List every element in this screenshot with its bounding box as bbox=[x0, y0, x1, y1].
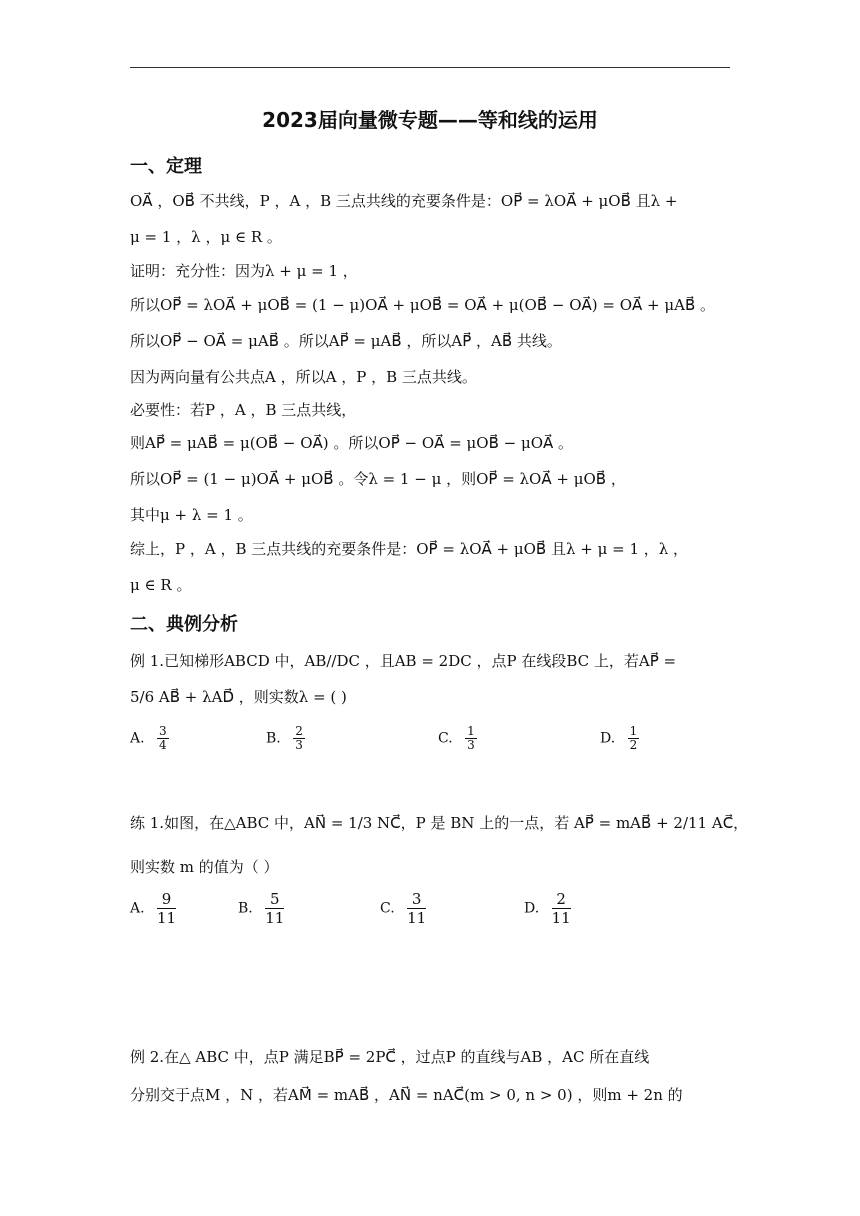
practice1-option-c: C. $\frac{3}{11}$ bbox=[380, 890, 427, 927]
theorem-line-2: μ = 1 ，λ ，μ ∈ R 。 bbox=[130, 228, 282, 246]
proof-line-6: 则AP⃗ = μAB⃗ = μ(OB⃗ − OA⃗) 。所以OP⃗ − OA⃗ = μOB⃗ − μOA⃗ 。 bbox=[130, 434, 574, 452]
header-rule bbox=[130, 67, 730, 68]
proof-line-1: 证明：充分性：因为λ + μ = 1 ， bbox=[130, 262, 358, 280]
practice1-option-a: A. $\frac{9}{11}$ bbox=[130, 890, 177, 927]
proof-line-4: 因为两向量有公共点A ，所以A ，P ，B 三点共线。 bbox=[130, 368, 477, 386]
conclusion-line-2: μ ∈ R 。 bbox=[130, 576, 192, 594]
practice1-option-b: B. $\frac{5}{11}$ bbox=[238, 890, 285, 927]
proof-line-7: 所以OP⃗ = (1 − μ)OA⃗ + μOB⃗ 。令λ = 1 − μ ，则OP⃗ = λOA⃗ + μOB⃗ ， bbox=[130, 470, 626, 488]
theorem-line-1: OA⃗ ，OB⃗ 不共线，P ，A ，B 三点共线的充要条件是：OP⃗ = λOA⃗ + μOB⃗ 且λ + bbox=[130, 192, 678, 210]
proof-line-5: 必要性：若P ，A ，B 三点共线， bbox=[130, 401, 357, 419]
section-heading-theorem: 一、定理 bbox=[130, 156, 202, 177]
practice1-line-1: 练 1.如图，在△ABC 中，AN⃗ = 1/3 NC⃗，P 是 BN 上的一点，若 AP⃗ = mAB⃗ + 2/11 AC⃗， bbox=[130, 814, 749, 832]
proof-line-8: 其中μ + λ = 1 。 bbox=[130, 506, 253, 524]
conclusion-line-1: 综上，P ，A ，B 三点共线的充要条件是：OP⃗ = λOA⃗ + μOB⃗ 且λ + μ = 1 ，λ ， bbox=[130, 540, 689, 558]
example2-line-2: 分别交于点M ，N ，若AM⃗ = mAB⃗ ，AN⃗ = nAC⃗(m > 0, n > 0) ，则m + 2n 的 bbox=[130, 1086, 683, 1104]
example1-option-b: B. $\frac{2}{3}$ bbox=[266, 724, 303, 752]
example1-line-2: 5/6 AB⃗ + λAD⃗ ，则实数λ = ( ) bbox=[130, 688, 347, 706]
example2-line-1: 例 2.在△ ABC 中，点P 满足BP⃗ = 2PC⃗ ，过点P 的直线与AB ，AC 所在直线 bbox=[130, 1048, 650, 1066]
example1-option-a: A. $\frac{3}{4}$ bbox=[130, 724, 167, 752]
example1-option-d: D. $\frac{1}{2}$ bbox=[600, 724, 638, 752]
proof-line-2: 所以OP⃗ = λOA⃗ + μOB⃗ = (1 − μ)OA⃗ + μOB⃗ = OA⃗ + μ(OB⃗ − OA⃗) = OA⃗ + μAB⃗ 。 bbox=[130, 296, 716, 314]
practice1-line-2: 则实数 m 的值为（ ） bbox=[130, 858, 279, 876]
example1-line-1: 例 1.已知梯形ABCD 中，AB//DC ，且AB = 2DC ，点P 在线段BC 上，若AP⃗ = bbox=[130, 652, 677, 670]
practice1-option-d: D. $\frac{2}{11}$ bbox=[524, 890, 571, 927]
document-title: 2023届向量微专题——等和线的运用 bbox=[262, 108, 598, 132]
example1-option-c: C. $\frac{1}{3}$ bbox=[438, 724, 475, 752]
proof-line-3: 所以OP⃗ − OA⃗ = μAB⃗ 。所以AP⃗ = μAB⃗ ，所以AP⃗ ，AB⃗ 共线。 bbox=[130, 332, 562, 350]
section-heading-examples: 二、典例分析 bbox=[130, 614, 238, 635]
